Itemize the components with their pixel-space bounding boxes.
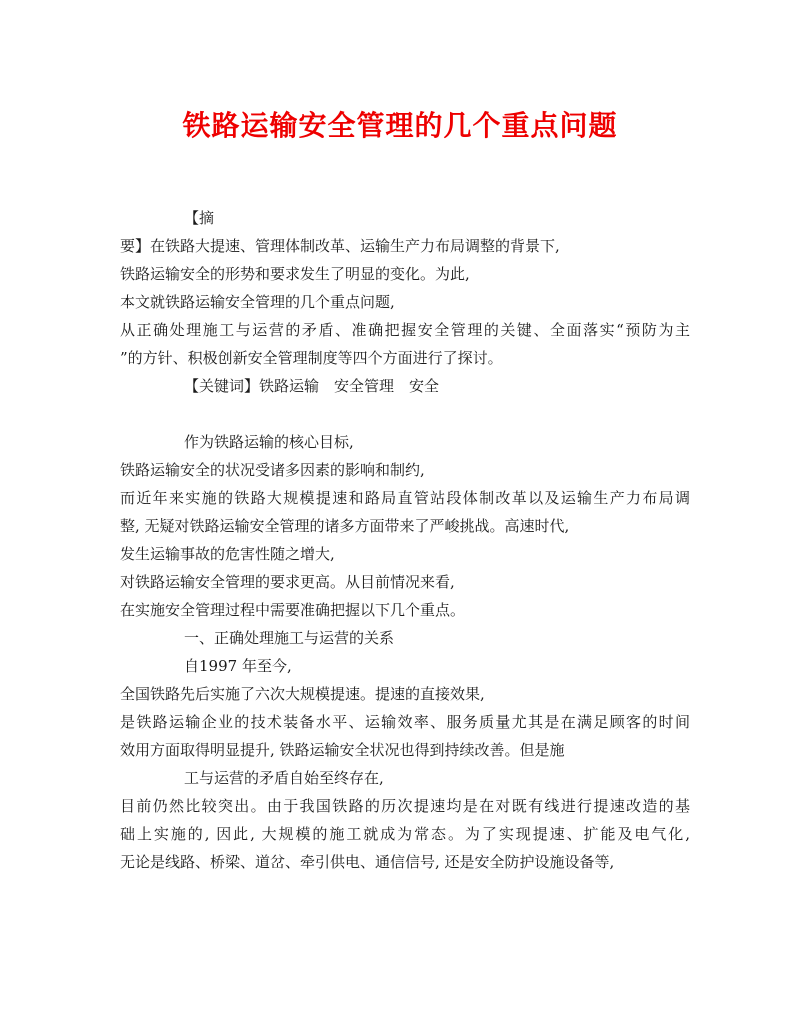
abstract-line: 从正确处理施工与运营的矛盾、准确把握安全管理的关键、全面落实“预防为主 [120,321,690,339]
section-heading: 一、正确处理施工与运营的关系 [184,629,395,647]
body-line: 整, 无疑对铁路运输安全管理的诸多方面带来了严峻挑战。高速时代, [120,517,570,535]
abstract-line: 【摘 [184,209,215,227]
body-line: 效用方面取得明显提升, 铁路运输安全状况也得到持续改善。但是施 [120,741,565,759]
body-line: 而近年来实施的铁路大规模提速和路局直管站段体制改革以及运输生产力布局调 [120,489,690,507]
body-line: 发生运输事故的危害性随之增大, [120,545,335,563]
body-line: 作为铁路运输的核心目标, [184,433,354,451]
body-line: 对铁路运输安全管理的要求更高。从目前情况来看, [120,573,455,591]
abstract-line: 要】在铁路大提速、管理体制改革、运输生产力布局调整的背景下, [120,237,560,255]
paragraph-gap [120,400,690,428]
abstract-line: 铁路运输安全的形势和要求发生了明显的变化。为此, [120,265,470,283]
document-title: 铁路运输安全管理的几个重点问题 [182,109,618,142]
body-line: 工与运营的矛盾自始至终存在, [184,769,384,787]
abstract-line: ”的方针、积极创新安全管理制度等四个方面进行了探讨。 [120,349,503,367]
body-line: 在实施安全管理过程中需要准确把握以下几个重点。 [120,601,466,619]
abstract-line: 本文就铁路运输安全管理的几个重点问题, [120,293,395,311]
body-line: 础上实施的, 因此, 大规模的施工就成为常态。为了实现提速、扩能及电气化, [120,825,690,843]
body-line: 铁路运输安全的状况受诸多因素的影响和制约, [120,461,425,479]
body-line: 全国铁路先后实施了六次大规模提速。提速的直接效果, [120,685,485,703]
body-line: 无论是线路、桥梁、道岔、牵引供电、通信信号, 还是安全防护设施设备等, [120,853,615,871]
body-line: 是铁路运输企业的技术装备水平、运输效率、服务质量尤其是在满足顾客的时间 [120,713,690,731]
keywords-line: 【关键词】铁路运输 安全管理 安全 [184,377,440,395]
body-line: 目前仍然比较突出。由于我国铁路的历次提速均是在对既有线进行提速改造的基 [120,797,690,815]
body-line: 自1997 年至今, [184,657,292,675]
document-body [120,204,690,876]
